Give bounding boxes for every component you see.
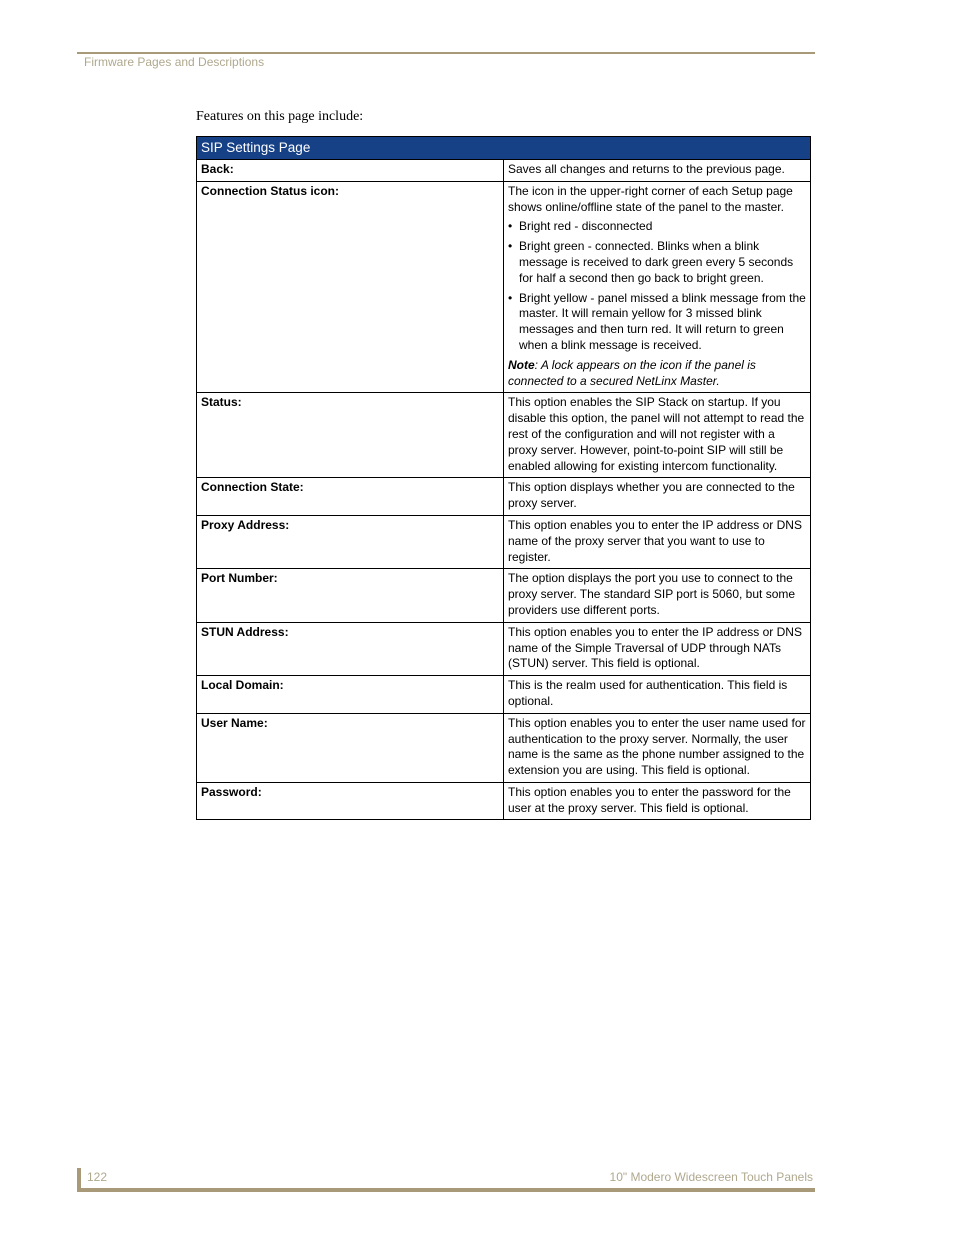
sip-settings-table bbox=[196, 136, 811, 820]
note-label: Note bbox=[508, 357, 535, 372]
bullet-text: Bright green - connected. Blinks when a blink message is received to dark green every 5 seconds for half a second then go back to bright green. bbox=[519, 239, 794, 285]
table-row bbox=[197, 676, 811, 714]
row-desc-text: The icon in the upper-right corner of each Setup page shows online/offline state of the panel to the master. bbox=[508, 183, 793, 214]
row-desc: This option enables you to enter the password for the user at the proxy server. This field is optional. bbox=[504, 782, 811, 820]
table-row bbox=[197, 181, 811, 393]
list-item bbox=[508, 219, 806, 235]
table-row bbox=[197, 160, 811, 182]
table-row bbox=[197, 713, 811, 782]
row-desc bbox=[504, 181, 811, 393]
row-term: Back: bbox=[197, 160, 504, 182]
page-number: 122 bbox=[87, 1170, 108, 1184]
row-term: Connection State: bbox=[197, 478, 504, 516]
bullet-icon: • bbox=[508, 219, 513, 234]
note-text: : A lock appears on the icon if the panel is connected to a secured NetLinx Master. bbox=[508, 357, 756, 388]
bullet-icon: • bbox=[508, 239, 513, 254]
bullet-icon: • bbox=[508, 290, 513, 305]
row-term: Local Domain: bbox=[197, 676, 504, 714]
row-desc: This option enables you to enter the IP address or DNS name of the Simple Traversal of UDP through NATs (STUN) server. This field is optional. bbox=[504, 622, 811, 675]
table-row bbox=[197, 622, 811, 675]
note bbox=[508, 358, 806, 390]
row-term: Connection Status icon: bbox=[197, 181, 504, 393]
row-desc: The option displays the port you use to connect to the proxy server. The standard SIP port is 5060, but some providers use different ports. bbox=[504, 569, 811, 622]
running-head: Firmware Pages and Descriptions bbox=[84, 55, 265, 69]
table-row bbox=[197, 478, 811, 516]
row-desc: This option displays whether you are connected to the proxy server. bbox=[504, 478, 811, 516]
row-term: STUN Address: bbox=[197, 622, 504, 675]
row-desc: This option enables the SIP Stack on startup. If you disable this option, the panel will not attempt to read the rest of the configuration and will not register with a proxy server. However, point-to-point SIP will still be enabled allowing for existing intercom functionality. bbox=[504, 393, 811, 478]
bullet-text: Bright yellow - panel missed a blink message from the master. It will remain yellow for 3 missed blink messages and then turn red. It will return to green when a blink message is received. bbox=[519, 290, 806, 352]
row-desc: This option enables you to enter the user name used for authentication to the proxy server. Normally, the user name is the same as the phone number assigned to the extension you are using. This field is optional. bbox=[504, 713, 811, 782]
row-term: Port Number: bbox=[197, 569, 504, 622]
table-row bbox=[197, 782, 811, 820]
row-desc: This option enables you to enter the IP address or DNS name of the proxy server that you want to use to register. bbox=[504, 515, 811, 568]
table-row bbox=[197, 393, 811, 478]
row-term: Proxy Address: bbox=[197, 515, 504, 568]
table-row bbox=[197, 569, 811, 622]
row-term: User Name: bbox=[197, 713, 504, 782]
header-rule bbox=[77, 52, 815, 54]
row-term: Password: bbox=[197, 782, 504, 820]
row-desc: Saves all changes and returns to the previous page. bbox=[504, 160, 811, 182]
list-item bbox=[508, 239, 806, 286]
table-row bbox=[197, 515, 811, 568]
footer-rule bbox=[77, 1188, 815, 1192]
table-title: SIP Settings Page bbox=[197, 137, 811, 160]
document-title: 10" Modero Widescreen Touch Panels bbox=[609, 1170, 813, 1184]
row-desc: This is the realm used for authentication. This field is optional. bbox=[504, 676, 811, 714]
list-item bbox=[508, 291, 806, 354]
row-term: Status: bbox=[197, 393, 504, 478]
intro-text: Features on this page include: bbox=[196, 109, 364, 124]
bullet-text: Bright red - disconnected bbox=[519, 219, 653, 234]
